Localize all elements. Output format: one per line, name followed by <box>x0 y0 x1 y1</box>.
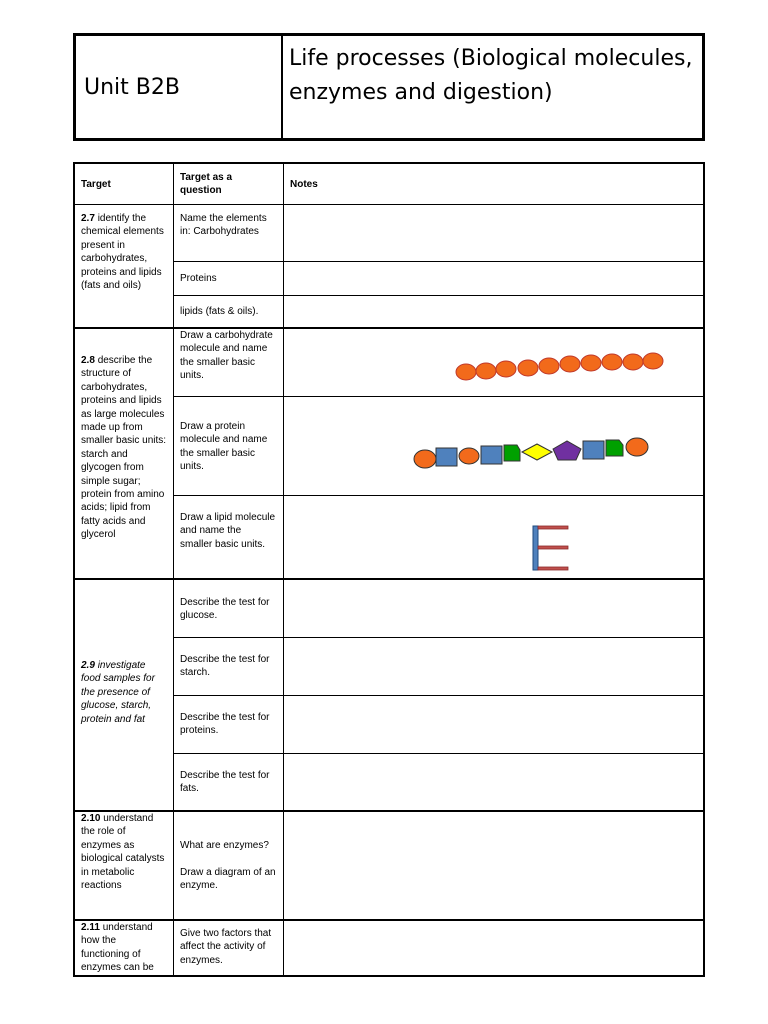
glucose-unit <box>560 356 580 372</box>
target-text: understand the role of enzymes as biological catalysts in metabolic reactions <box>81 813 165 892</box>
sub-row-divider <box>173 396 703 397</box>
amino-acid-square <box>436 448 457 466</box>
fatty-acid-chain <box>538 567 568 570</box>
row-divider <box>75 327 703 329</box>
fatty-acid-chain <box>538 546 568 549</box>
col-header-question: Target as a question <box>180 172 233 197</box>
target-2-9 <box>75 659 173 726</box>
glycerol-bar <box>533 526 538 570</box>
target-2-8 <box>75 354 173 542</box>
sub-row-divider <box>173 261 703 262</box>
question-elements-lipids: lipids (fats & oils). <box>180 306 259 317</box>
target-2-11 <box>75 921 173 975</box>
col-divider <box>173 164 174 975</box>
target-number: 2.8 <box>81 355 95 366</box>
target-2-7 <box>75 212 173 292</box>
lipid-diagram <box>75 164 76 165</box>
question-test-starch: Describe the test for starch. <box>180 654 270 679</box>
question-test-fats: Describe the test for fats. <box>180 770 270 795</box>
question-enzyme-factors: Give two factors that affect the activity of enzymes. <box>180 928 272 966</box>
amino-acid-square <box>583 441 604 459</box>
target-text: understand how the functioning of enzymes can be <box>81 922 154 974</box>
glucose-unit <box>539 358 559 374</box>
title-box <box>73 33 705 141</box>
amino-acid-diamond <box>522 444 552 460</box>
glucose-unit <box>476 363 496 379</box>
amino-acid-green <box>504 445 520 461</box>
question-draw-carbohydrate: Draw a carbohydrate molecule and name the smaller basic units. <box>180 330 273 382</box>
glucose-unit <box>602 354 622 370</box>
amino-acid-circle <box>626 438 648 456</box>
target-text: investigate food samples for the presence of glucose, starch, protein and fat <box>81 660 155 725</box>
question-draw-enzyme: Draw a diagram of an enzyme. <box>180 867 276 892</box>
target-number: 2.10 <box>81 813 101 824</box>
glucose-unit <box>456 364 476 380</box>
question-test-proteins: Describe the test for proteins. <box>180 712 270 737</box>
glucose-unit <box>496 361 516 377</box>
target-2-10 <box>75 812 173 892</box>
sub-row-divider <box>173 295 703 296</box>
unit-label: Unit B2B <box>76 36 283 138</box>
question-draw-lipid: Draw a lipid molecule and name the smaller basic units. <box>180 512 276 550</box>
amino-acid-circle <box>414 450 436 468</box>
row-divider <box>75 204 703 205</box>
glucose-unit <box>518 360 538 376</box>
glucose-unit <box>581 355 601 371</box>
target-text: identify the chemical elements present in carbohydrates, proteins and lipids (fats and oils) <box>81 213 164 292</box>
glucose-unit <box>623 354 643 370</box>
question-draw-protein: Draw a protein molecule and name the smaller basic units. <box>180 421 268 473</box>
sub-row-divider <box>173 637 703 638</box>
amino-acid-green <box>606 440 623 456</box>
row-divider <box>75 578 703 580</box>
amino-acid-circle <box>459 448 479 464</box>
sub-row-divider <box>173 753 703 754</box>
question-what-are-enzymes: What are enzymes? <box>180 840 269 851</box>
question-test-glucose: Describe the test for glucose. <box>180 597 270 622</box>
target-number: 2.7 <box>81 213 95 224</box>
col-divider <box>283 164 284 975</box>
sub-row-divider <box>173 695 703 696</box>
amino-acid-pentagon <box>553 441 581 460</box>
col-header-notes: Notes <box>290 179 318 190</box>
glucose-unit <box>643 353 663 369</box>
unit-title: Life processes (Biological molecules, enzymes and digestion) <box>289 46 693 105</box>
target-number: 2.9 <box>81 660 95 671</box>
sub-row-divider <box>173 495 703 496</box>
fatty-acid-chain <box>538 526 568 529</box>
question-elements-carbohydrates: Name the elements in: Carbohydrates <box>180 213 267 238</box>
target-text: describe the structure of carbohydrates, proteins and lipids as large molecules made up from smaller basic units: starch and glycogen from simple sugar; protein from amino acids; lipid from fatty acids and glycerol <box>81 355 167 541</box>
target-number: 2.11 <box>81 922 100 933</box>
col-header-target: Target <box>81 179 111 190</box>
amino-acid-square <box>481 446 502 464</box>
targets-table <box>73 162 705 977</box>
question-elements-proteins: Proteins <box>180 273 217 284</box>
